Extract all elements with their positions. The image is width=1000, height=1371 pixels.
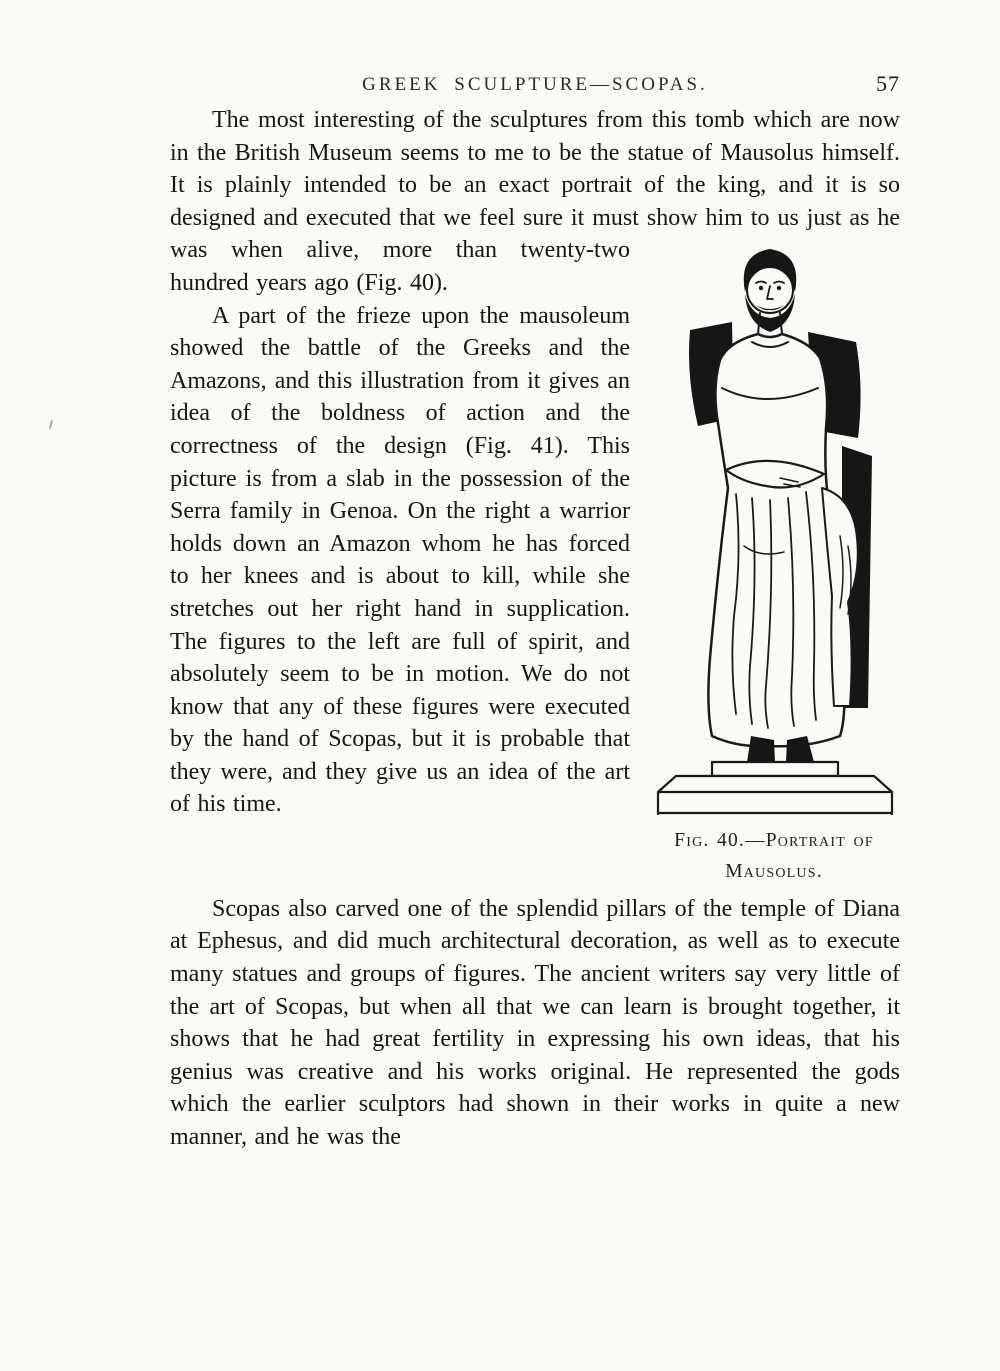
scan-speck <box>49 420 53 429</box>
figure-mausolus <box>648 236 900 886</box>
paragraph-3: Scopas also carved one of the splendid pillars of the temple of Diana at Ephesus, and did much architectural decoration, as well as to execute many statues and groups of figures. The ancient writers say very little of the art of Scopas, but when all that we can learn is brought together, it shows that he had great fertility in expressing his own ideas, that his genius was creative and his works original. He represented the gods which the earlier sculptors had shown in their works in quite a new manner, and he was the <box>170 895 900 1150</box>
paragraph-2: A part of the frieze upon the mausoleum showed the battle of the Greeks and the Amazons, and this illustration from it gives an idea of the boldness of action and the correctness of the design (Fig. 41). This picture is from a slab in the possession of the Serra family in Genoa. On the right a warrior holds down an Amazon whom he has forced to her knees and is about to kill, while she stretches out her right hand in supplication. The figures to the left are full of spirit, and absolutely seem to be in motion. We do not know that any of these figures were executed by the hand of Scopas, but it is probable that they were, and they give us an idea of the art of his time. <box>170 302 630 818</box>
paragraph-1-text-before-figure: The most interesting of the sculptures from this tomb which are now in the British Museum seems to me to be the statue of Mausolus himself. It is plainly intended to be an exact portrait of the king, and it is so designed and executed that we feel sure it must show him to us just as he <box>170 107 900 231</box>
paragraph-1-text-after-figure: was when alive, more than twenty-two hundred years ago (Fig. 40). <box>170 237 630 296</box>
text-block <box>170 104 900 1154</box>
page-number: 57 <box>876 71 900 96</box>
running-title: GREEK SCULPTURE—SCOPAS. <box>362 74 708 95</box>
figure-caption: Fig. 40.—Portrait of Mausolus. <box>674 830 874 882</box>
page-header <box>170 0 900 104</box>
mausolus-statue-illustration <box>648 236 900 816</box>
statue-engraving-icon <box>648 236 900 816</box>
